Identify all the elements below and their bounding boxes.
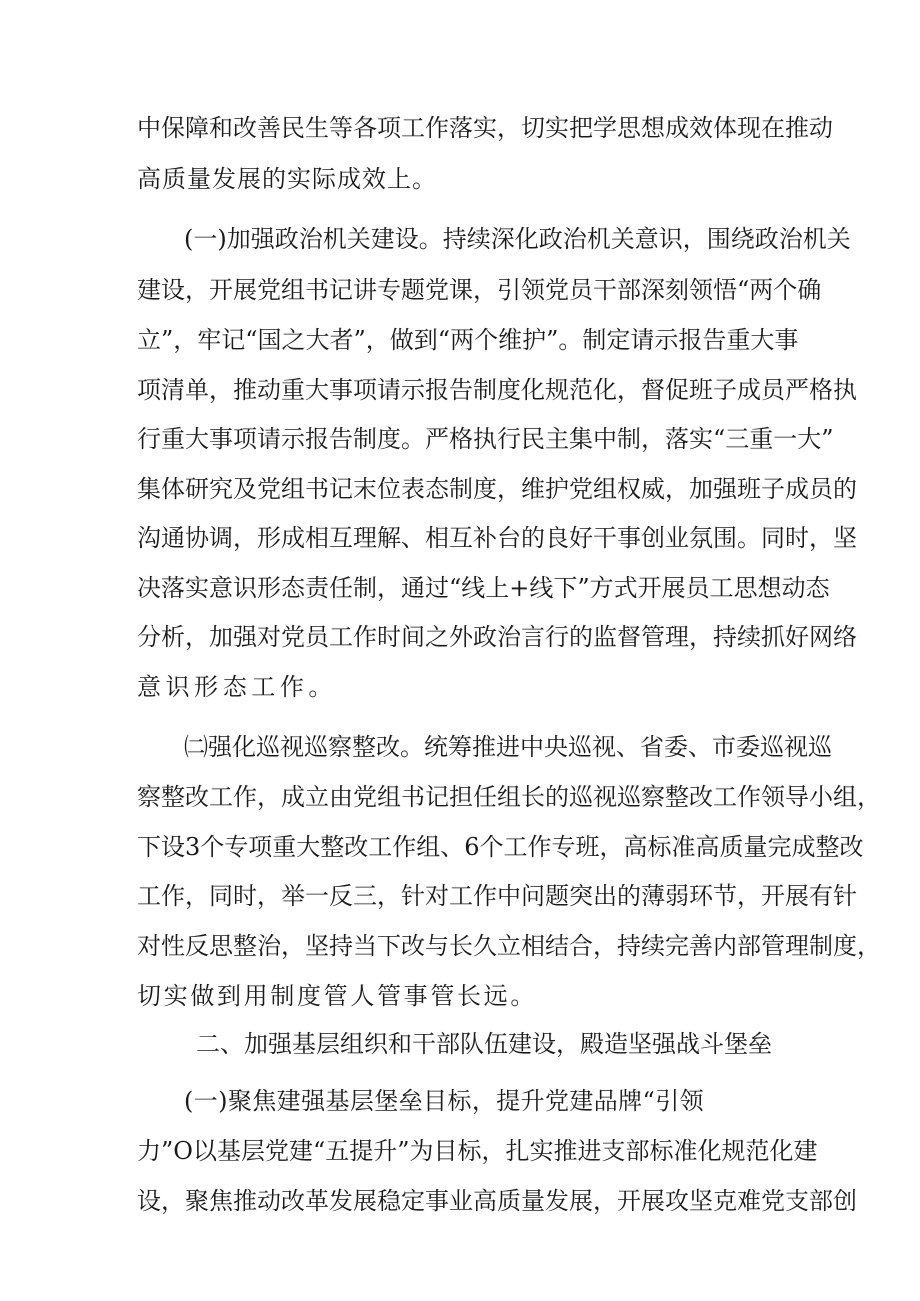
- text-line-4: 建设，开展党组书记讲专题党课，引领党员干部深刻领悟“两个确: [137, 276, 822, 304]
- text-line-15: 下设3个专项重大整改工作组、6个工作专班，高标准高质量完成整改: [137, 833, 864, 861]
- text-line-1: 中保障和改善民生等各项工作落实，切实把学思想成效体现在推动: [137, 114, 833, 142]
- text-line-11: 分析，加强对党员工作时间之外政治言行的监督管理，持续抓好网络: [137, 623, 857, 651]
- text-line-17: 对性反思整治，坚持当下改与长久立相结合，持续完善内部管理制度，: [137, 932, 881, 960]
- text-line-3: (一)加强政治机关建设。持续深化政治机关意识，围绕政治机关: [184, 225, 851, 253]
- section-heading: 二、加强基层组织和干部队伍建设，殿造坚强战斗堡垒: [196, 1030, 772, 1058]
- text-line-2: 高质量发展的实际成效上。: [137, 165, 437, 193]
- text-line-20: (一)聚焦建强基层堡垒目标，提升党建品牌“引领: [184, 1087, 704, 1115]
- text-line-22: 设，聚焦推动改革发展稳定事业高质量发展，开展攻坚克难党支部创: [137, 1187, 857, 1215]
- text-line-12: 意识形态工作。: [137, 673, 337, 701]
- text-line-18: 切实做到用制度管人管事管长远。: [137, 982, 537, 1010]
- text-line-14: 察整改工作，成立由党组书记担任组长的巡视巡察整改工作领导小组，: [137, 783, 881, 811]
- text-line-5: 立”，牢记“国之大者”，做到“两个维护”。制定请示报告重大事: [137, 326, 799, 354]
- text-line-9: 沟通协调，形成相互理解、相互补台的良好干事创业氛围。同时，坚: [137, 524, 857, 552]
- text-line-7: 行重大事项请示报告制度。严格执行民主集中制，落实“三重一大”: [137, 425, 834, 453]
- text-line-8: 集体研究及党组书记末位表态制度，维护党组权威，加强班子成员的: [137, 475, 857, 503]
- text-line-10: 决落实意识形态责任制，通过“线上+线下”方式开展员工思想动态: [137, 574, 830, 602]
- text-line-13: ㈡强化巡视巡察整改。统筹推进中央巡视、省委、市委巡视巡: [184, 733, 832, 761]
- text-line-21: 力”O以基层党建“五提升”为目标，扎实推进支部标准化规范化建: [137, 1137, 818, 1165]
- text-line-6: 项清单，推动重大事项请示报告制度化规范化，督促班子成员严格执: [137, 376, 857, 404]
- text-line-16: 工作，同时，举一反三，针对工作中问题突出的薄弱环节，开展有针: [137, 882, 857, 910]
